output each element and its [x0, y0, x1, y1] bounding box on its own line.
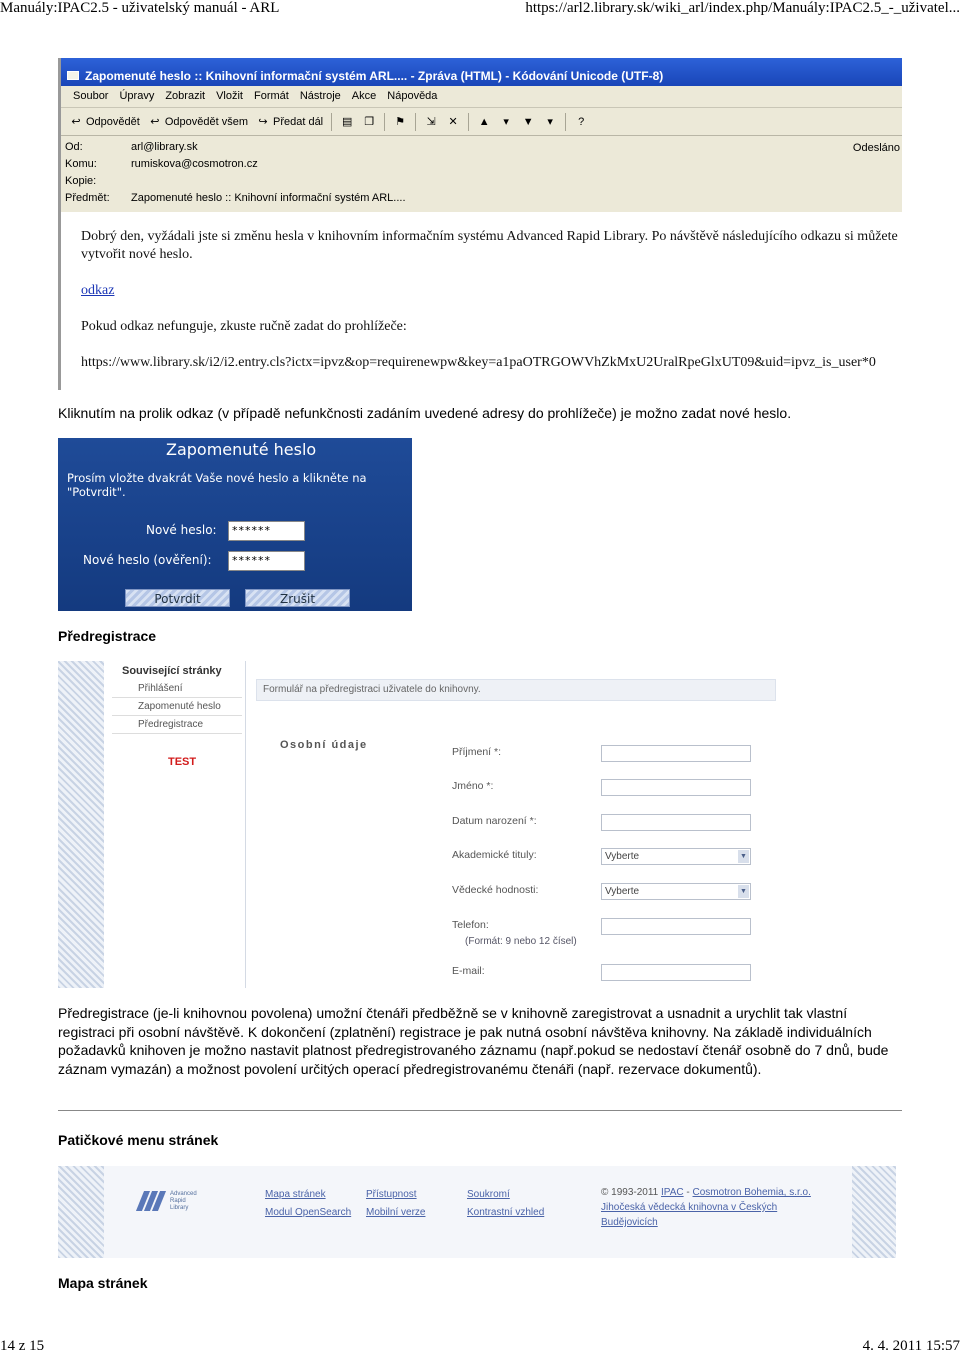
- reply-all-icon: ↩: [150, 115, 160, 128]
- next-icon[interactable]: ▼: [522, 115, 534, 128]
- menu-item-napoveda[interactable]: Nápověda: [387, 90, 438, 102]
- dropdown-icon[interactable]: ▾: [547, 115, 553, 128]
- phone-input[interactable]: [601, 918, 751, 935]
- confirm-password-input[interactable]: ******: [228, 551, 305, 571]
- academic-titles-select[interactable]: Vyberte ▼: [601, 848, 751, 865]
- sidebar-item-forgotten-password[interactable]: Zapomenuté heslo: [112, 698, 242, 716]
- menu-item-vlozit[interactable]: Vložit: [216, 90, 243, 102]
- forward-label: Předat dál: [272, 115, 324, 128]
- toolbar-separator: [384, 113, 385, 131]
- surname-input[interactable]: [601, 745, 751, 762]
- dialog-subtitle: Prosím vložte dvakrát Vaše nové heslo a klikněte na "Potvrdit".: [67, 471, 367, 499]
- toolbar-separator: [415, 113, 416, 131]
- birth-date-input[interactable]: [601, 814, 751, 831]
- phone-label: Telefon:: [452, 919, 489, 931]
- email-greeting: Dobrý den, vyžádali jste si změnu hesla v knihovním informačním systému Advanced Rapid Library. Po návštěvě následujícího odkazu si můžete vytvořit nové heslo.: [81, 229, 898, 262]
- menu-item-format[interactable]: Formát: [253, 90, 289, 102]
- cosmotron-link[interactable]: Cosmotron Bohemia, s.r.o.: [692, 1187, 811, 1198]
- related-pages-heading: Související stránky: [122, 665, 222, 677]
- help-icon[interactable]: ?: [578, 115, 585, 128]
- menu-item-nastroje[interactable]: Nástroje: [299, 90, 341, 102]
- confirm-password-label: Nové heslo (ověření):: [83, 553, 212, 567]
- footer-menu-screenshot: [58, 1166, 896, 1258]
- dropdown-icon[interactable]: ▾: [503, 115, 509, 128]
- academic-titles-label: Akademické tituly:: [452, 849, 537, 861]
- section-divider: [58, 1110, 902, 1111]
- prereg-banner: Formulář na předregistraci uživatele do knihovny.: [256, 679, 776, 701]
- caption-link-text: Kliknutím na prolik odkaz (v případě nefunkčnosti zadáním uvedené adresy do prohlížeče) je možno zadat nové heslo.: [58, 405, 792, 421]
- toolbar-separator: [468, 113, 469, 131]
- heading-footer-menu: Patičkové menu stránek: [58, 1132, 219, 1148]
- move-icon[interactable]: ⇲: [426, 115, 436, 128]
- to-row: [65, 158, 902, 175]
- reset-link[interactable]: odkaz: [81, 283, 115, 298]
- heading-preregistration: Předregistrace: [58, 628, 157, 644]
- sidebar-item-preregistration[interactable]: Předregistrace: [112, 716, 242, 734]
- forward-button[interactable]: [256, 116, 323, 128]
- scientific-degrees-label: Vědecké hodnosti:: [452, 884, 539, 896]
- print-header-title: Manuály:IPAC2.5 - uživatelský manuál - ARL: [0, 0, 280, 16]
- menu-item-upravy[interactable]: Úpravy: [119, 90, 155, 102]
- envelope-icon: [67, 71, 79, 80]
- sidebar-item-login[interactable]: Přihlášení: [112, 680, 242, 698]
- cc-label: Kopie:: [65, 175, 97, 187]
- from-label: Od:: [65, 141, 83, 153]
- copyright-years: © 1993-2011: [601, 1187, 659, 1198]
- phone-format-note: (Formát: 9 nebo 12 čísel): [465, 936, 577, 947]
- prereg-page: [104, 661, 806, 988]
- contrast-link[interactable]: Kontrastní vzhled: [467, 1207, 545, 1218]
- preregistration-screenshot: [58, 661, 852, 988]
- privacy-link[interactable]: Soukromí: [467, 1189, 510, 1200]
- test-label: TEST: [168, 756, 197, 768]
- name-label: Jméno *:: [452, 780, 494, 792]
- previous-icon[interactable]: ▲: [478, 115, 490, 128]
- library-link-city[interactable]: Budějovicích: [601, 1217, 658, 1228]
- forgotten-password-dialog: [58, 438, 412, 611]
- menu-item-soubor[interactable]: Soubor: [73, 90, 109, 102]
- email-label: E-mail:: [452, 965, 485, 977]
- cancel-button[interactable]: Zrušit: [245, 589, 350, 607]
- print-header-url: https://arl2.library.sk/wiki_arl/index.php/Manuály:IPAC2.5_-_uživatel...: [525, 0, 960, 16]
- sitemap-link[interactable]: Mapa stránek: [265, 1189, 326, 1200]
- reply-icon: ↩: [71, 115, 81, 128]
- new-password-label: Nové heslo:: [146, 523, 217, 537]
- email-screenshot: [58, 58, 902, 390]
- birth-date-label: Datum narození *:: [452, 815, 537, 827]
- ipac-link[interactable]: IPAC: [661, 1187, 684, 1198]
- print-footer: [0, 1337, 960, 1357]
- email-headers: [61, 136, 902, 212]
- email-toolbar: [61, 108, 902, 136]
- page-number: 14 z 15: [0, 1338, 45, 1354]
- prereg-form: [245, 661, 852, 988]
- reply-all-label: Odpovědět všem: [164, 115, 248, 128]
- new-password-input[interactable]: ******: [228, 521, 305, 541]
- print-date: 4. 4. 2011 15:57: [862, 1338, 960, 1354]
- email-url: https://www.library.sk/i2/i2.entry.cls?ictx=ipvz&op=requirenewpw&key=a1paOTRGOWVhZkMxU2UralRpeGlxUT09&uid=ipvz_is_user*0: [81, 355, 876, 370]
- forward-icon: ↪: [258, 115, 268, 128]
- subject-value: Zapomenuté heslo :: Knihovní informační systém ARL....: [131, 192, 406, 204]
- delete-icon[interactable]: ✕: [448, 115, 458, 128]
- library-link[interactable]: Jihočeská vědecká knihovna v Českých: [601, 1202, 778, 1213]
- dialog-title: Zapomenuté heslo: [166, 440, 317, 459]
- arl-logo: Advanced Rapid Library: [136, 1188, 204, 1214]
- footer-menu-bar: [104, 1166, 852, 1258]
- menu-item-zobrazit[interactable]: Zobrazit: [165, 90, 206, 102]
- accessibility-link[interactable]: Přístupnost: [366, 1189, 417, 1200]
- menu-item-akce[interactable]: Akce: [351, 90, 377, 102]
- mobile-version-link[interactable]: Mobilní verze: [366, 1207, 426, 1218]
- copyright-block: © 1993-2011 IPAC - Cosmotron Bohemia, s.r.o. Jihočeská vědecká knihovna v Českých Budějovicích: [601, 1187, 811, 1228]
- name-input[interactable]: [601, 779, 751, 796]
- email-window-title: Zapomenuté heslo :: Knihovní informační systém ARL.... - Zpráva (HTML) - Kódování Unicode (UTF-8): [85, 68, 664, 83]
- print-header: [0, 0, 960, 20]
- email-body: [61, 212, 902, 372]
- reply-all-button[interactable]: [148, 116, 248, 128]
- to-value: rumiskova@cosmotron.cz: [131, 158, 258, 170]
- cc-row: [65, 175, 902, 192]
- to-label: Komu:: [65, 158, 97, 170]
- toolbar-separator: [331, 113, 332, 131]
- reply-label: Odpovědět: [86, 115, 140, 128]
- personal-data-heading: Osobní údaje: [280, 739, 368, 751]
- sent-label: Odesláno: [852, 142, 900, 154]
- from-value: arl@library.sk: [131, 141, 198, 153]
- subject-row: [65, 192, 902, 209]
- email-menu-bar: [61, 86, 902, 108]
- opensearch-link[interactable]: Modul OpenSearch: [265, 1207, 352, 1218]
- surname-label: Příjmení *:: [452, 746, 502, 758]
- subject-label: Předmět:: [65, 192, 110, 204]
- reply-button[interactable]: [69, 116, 140, 128]
- from-row: [65, 141, 902, 158]
- email-fallback-text: Pokud odkaz nefunguje, zkuste ručně zadat do prohlížeče:: [81, 319, 407, 334]
- email-input[interactable]: [601, 964, 751, 981]
- confirm-button[interactable]: Potvrdit: [125, 589, 230, 607]
- flag-icon[interactable]: ⚑: [395, 115, 406, 128]
- print-icon[interactable]: ▤: [341, 115, 353, 128]
- prereg-description: Předregistrace (je-li knihovnou povolena) umožní čtenáři předběžně se v knihovně zaregistrovat a usnadnit a urychlit tak vlastní registraci při osobní návštěvě. K dokončení (zplatnění) registrace je pak nutná osobní návštěva knihovny. Na základě individuálních požadavků knihoven je možno nastavit platnost předregistrovaného záznamu (např.pokud se nedostaví čtenář osobně do 7 dnů, bude záznam vymazán) a možnost povolení určitých operací předregistrovanému čtenáři (např. rezervace dokumentů).: [58, 1005, 889, 1077]
- toolbar-separator: [565, 113, 566, 131]
- copy-icon[interactable]: ❐: [364, 115, 375, 128]
- email-title-bar: [61, 58, 902, 86]
- scientific-degrees-select[interactable]: Vyberte ▼: [601, 883, 751, 900]
- prereg-sidebar: [112, 661, 242, 768]
- heading-sitemap: Mapa stránek: [58, 1275, 148, 1291]
